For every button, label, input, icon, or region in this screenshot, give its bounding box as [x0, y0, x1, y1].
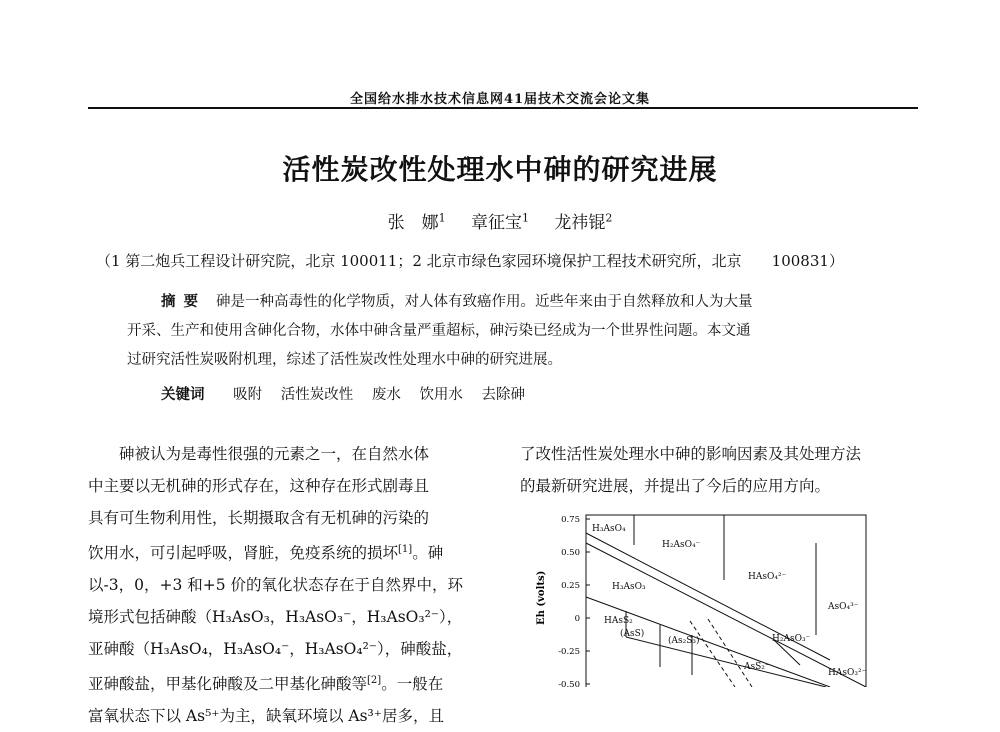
abstract-line: 开采、生产和使用含砷化合物，水体中砷含量严重超标，砷污染已经成为一个世界性问题。本文通 — [127, 323, 751, 339]
abstract — [127, 287, 882, 375]
body-text: 亚砷酸盐，甲基化砷酸及二甲基化砷酸等 — [88, 675, 368, 694]
body-text: 。一般在 — [381, 675, 444, 694]
keyword: 吸附 — [233, 387, 263, 403]
body-text: 饮用水，可引起呼吸，肾脏，免疫系统的损坏 — [88, 544, 399, 563]
author-affil-mark: 1 — [438, 211, 446, 225]
species-label: (As₂S₃) — [668, 636, 700, 646]
y-tick-label: -0.50 — [558, 680, 580, 687]
species-label: HAsS₂ — [604, 616, 633, 626]
species-label: AsS₂⁻ — [744, 662, 770, 672]
affiliations: （1 第二炮兵工程设计研究院，北京 100011；2 北京市绿色家园环境保护工程技术研究所，北京 100831） — [96, 252, 844, 270]
running-header: 全国给水排水技术信息网41届技术交流会论文集 — [349, 92, 651, 107]
species-label: HAsO₃²⁻ — [828, 668, 867, 678]
y-tick-label: 0.50 — [561, 548, 580, 558]
species-label: H₂AsO₃⁻ — [772, 634, 811, 644]
species-label: H₃AsO₃ — [612, 582, 646, 592]
paper-title: 活性炭改性处理水中砷的研究进展 — [282, 153, 718, 186]
y-axis-label: Eh (volts) — [536, 570, 547, 625]
body-line: 富氧状态下以 As⁵⁺为主，缺氧环境以 As³⁺居多，且 — [88, 707, 444, 726]
species-label: AsO₄³⁻ — [828, 602, 859, 612]
body-line: 境形式包括砷酸（H₃AsO₃，H₃AsO₃⁻，H₃AsO₃²⁻）， — [88, 608, 463, 627]
dashed-boundary — [690, 621, 735, 687]
body-line: 中主要以无机砷的形式存在，这种存在形式剧毒且 — [88, 477, 430, 495]
author-list — [0, 208, 1000, 233]
author-name: 张 娜 — [387, 213, 439, 233]
body-line: 的最新研究进展，并提出了今后的应用方向。 — [520, 477, 831, 495]
author-affil-mark: 2 — [605, 211, 613, 225]
keywords — [161, 383, 525, 404]
abstract-line: 过研究活性炭吸附机理，综述了活性炭改性处理水中砷的研究进展。 — [127, 352, 562, 368]
keyword: 废水 — [371, 387, 401, 403]
boundary-line — [586, 543, 866, 687]
abstract-label: 摘要 — [161, 293, 206, 310]
keyword: 活性炭改性 — [280, 387, 354, 403]
plot-frame — [586, 515, 866, 687]
y-tick-label: 0.25 — [561, 581, 580, 591]
keyword: 去除砷 — [481, 387, 526, 403]
y-tick-label: 0 — [574, 614, 580, 624]
dashed-boundary — [708, 619, 752, 687]
author-affil-mark: 1 — [522, 211, 529, 225]
boundary-line — [626, 637, 826, 687]
body-right-column — [520, 438, 920, 502]
body-line: 亚砷酸（H₃AsO₄，H₃AsO₄⁻，H₃AsO₄²⁻），砷酸盐， — [88, 640, 463, 659]
author-name: 章征宝 — [471, 213, 522, 233]
body-line: 具有可生物利用性，长期摄取含有无机砷的污染的 — [88, 509, 430, 527]
body-left-column — [88, 438, 494, 732]
species-label: HAsO₄²⁻ — [748, 572, 787, 582]
abstract-line — [127, 287, 882, 317]
abstract-text: 砷是一种高毒性的化学物质，对人体有致癌作用。近些年来由于自然释放和人为大量 — [216, 294, 753, 310]
body-text: 。砷 — [412, 544, 444, 563]
header-rule — [88, 107, 918, 109]
y-tick-label: -0.25 — [558, 647, 580, 657]
species-label: (AsS) — [620, 629, 645, 639]
y-tick-label: 0.75 — [561, 515, 580, 525]
body-line: 砷被认为是毒性很强的元素之一，在自然水体 — [119, 445, 430, 463]
body-line: 了改性活性炭处理水中砷的影响因素及其处理方法 — [520, 445, 862, 463]
keyword: 饮用水 — [419, 387, 463, 403]
author-name: 龙祎锟 — [554, 213, 606, 233]
eh-ph-diagram — [530, 505, 870, 687]
citation: [2] — [367, 675, 382, 687]
body-line — [88, 534, 494, 569]
body-line — [88, 665, 494, 700]
species-label: H₃AsO₄ — [592, 524, 626, 534]
citation: [1] — [398, 544, 413, 555]
keywords-label: 关键词 — [161, 386, 205, 403]
body-line: 以-3，0，+3 和+5 价的氧化状态存在于自然界中，环 — [88, 576, 464, 595]
species-label: H₂AsO₄⁻ — [662, 540, 701, 550]
